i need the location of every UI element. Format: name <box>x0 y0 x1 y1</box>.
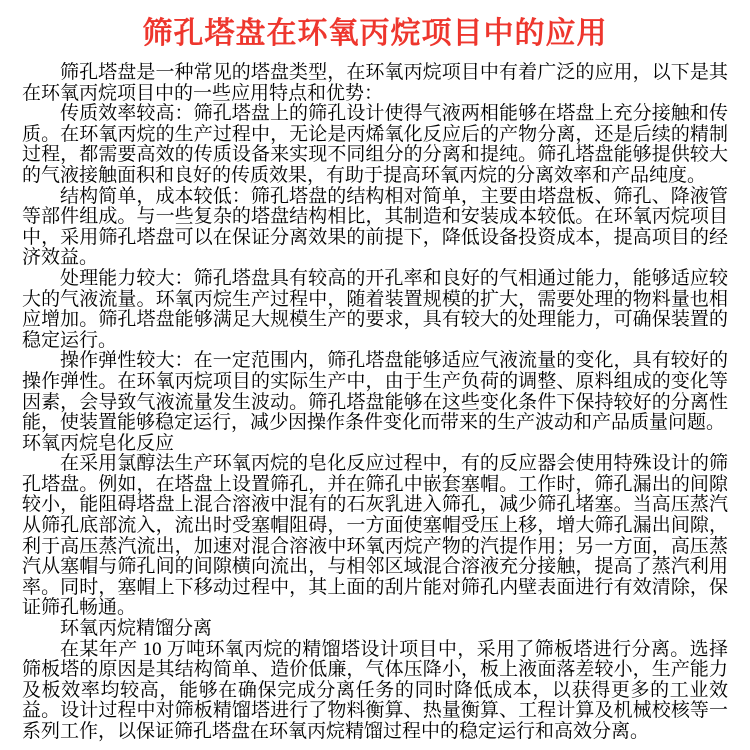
advantage-mass-transfer-paragraph: 传质效率较高：筛孔塔盘上的筛孔设计使得气液两相能够在塔盘上充分接触和传质。在环氧丙烷的生产过程中，无论是丙烯氧化反应后的产物分离，还是后续的精制过程，都需要高效的传质设备来实现不同组分的分离和提纯。筛孔塔盘能够提供较大的气液接触面积和良好的传质效果，有助于提高环氧丙烷的分离效率和产品纯度。 <box>22 103 728 186</box>
distillation-section-body: 在某年产 10 万吨环氧丙烷的精馏塔设计项目中，采用了筛板塔进行分离。选择筛板塔的原因是其结构简单、造价低廉，气体压降小，板上液面落差较小，生产能力及板效率均较高，能够在确保完成分离任务的同时降低成本，以获得更多的工业效益。设计过程中对筛板精馏塔进行了物料衡算、热量衡算、工程计算及机械校核等一系列工作，以保证筛孔塔盘在环氧丙烷精馏过程中的稳定运行和高效分离。 <box>22 638 728 742</box>
page-title: 筛孔塔盘在环氧丙烷项目中的应用 <box>142 17 608 50</box>
saponification-section-heading: 环氧丙烷皂化反应 <box>22 432 175 454</box>
distillation-section-heading: 环氧丙烷精馏分离 <box>60 618 213 640</box>
advantage-capacity-paragraph: 处理能力较大：筛孔塔盘具有较高的开孔率和良好的气相通过能力，能够适应较大的气液流量。环氧丙烷生产过程中，随着装置规模的扩大，需要处理的物料量也相应增加。筛孔塔盘能够满足大规模生产的要求，具有较大的处理能力，可确保装置的稳定运行。 <box>22 267 728 351</box>
advantage-flexibility-paragraph: 操作弹性较大：在一定范围内，筛孔塔盘能够适应气液流量的变化，具有较好的操作弹性。在环氧丙烷项目的实际生产中，由于生产负荷的调整、原料组成的变化等因素，会导致气液流量发生波动。筛孔塔盘能够在这些变化条件下保持较好的分离性能，使装置能够稳定运行，减少因操作条件变化而带来的生产波动和产品质量问题。 <box>22 350 728 434</box>
intro-paragraph: 筛孔塔盘是一种常见的塔盘类型，在环氧丙烷项目中有着广泛的应用，以下是其在环氧丙烷项目中的一些应用特点和优势： <box>22 62 728 104</box>
advantage-structure-cost-paragraph: 结构简单，成本较低：筛孔塔盘的结构相对简单，主要由塔盘板、筛孔、降液管等部件组成。与一些复杂的塔盘结构相比，其制造和安装成本较低。在环氧丙烷项目中，采用筛孔塔盘可以在保证分离效果的前提下，降低设备投资成本，提高项目的经济效益。 <box>22 185 728 269</box>
saponification-section-body: 在采用氯醇法生产环氧丙烷的皂化反应过程中，有的反应器会使用特殊设计的筛孔塔盘。例如，在塔盘上设置筛孔，并在筛孔中嵌套塞帽。工作时，筛孔漏出的间隙较小，能阻碍塔盘上混合溶液中混有的石灰乳进入筛孔，减少筛孔堵塞。当高压蒸汽从筛孔底部流入，流出时受塞帽阻碍，一方面使塞帽受压上移，增大筛孔漏出间隙，利于高压蒸汽流出，加速对混合溶液中环氧丙烷产物的汽提作用；另一方面，高压蒸汽从塞帽与筛孔间的间隙横向流出，与相邻区域混合溶液充分接触，提高了蒸汽利用率。同时，塞帽上下移动过程中，其上面的刮片能对筛孔内壁表面进行有效清除，保证筛孔畅通。 <box>22 453 728 619</box>
